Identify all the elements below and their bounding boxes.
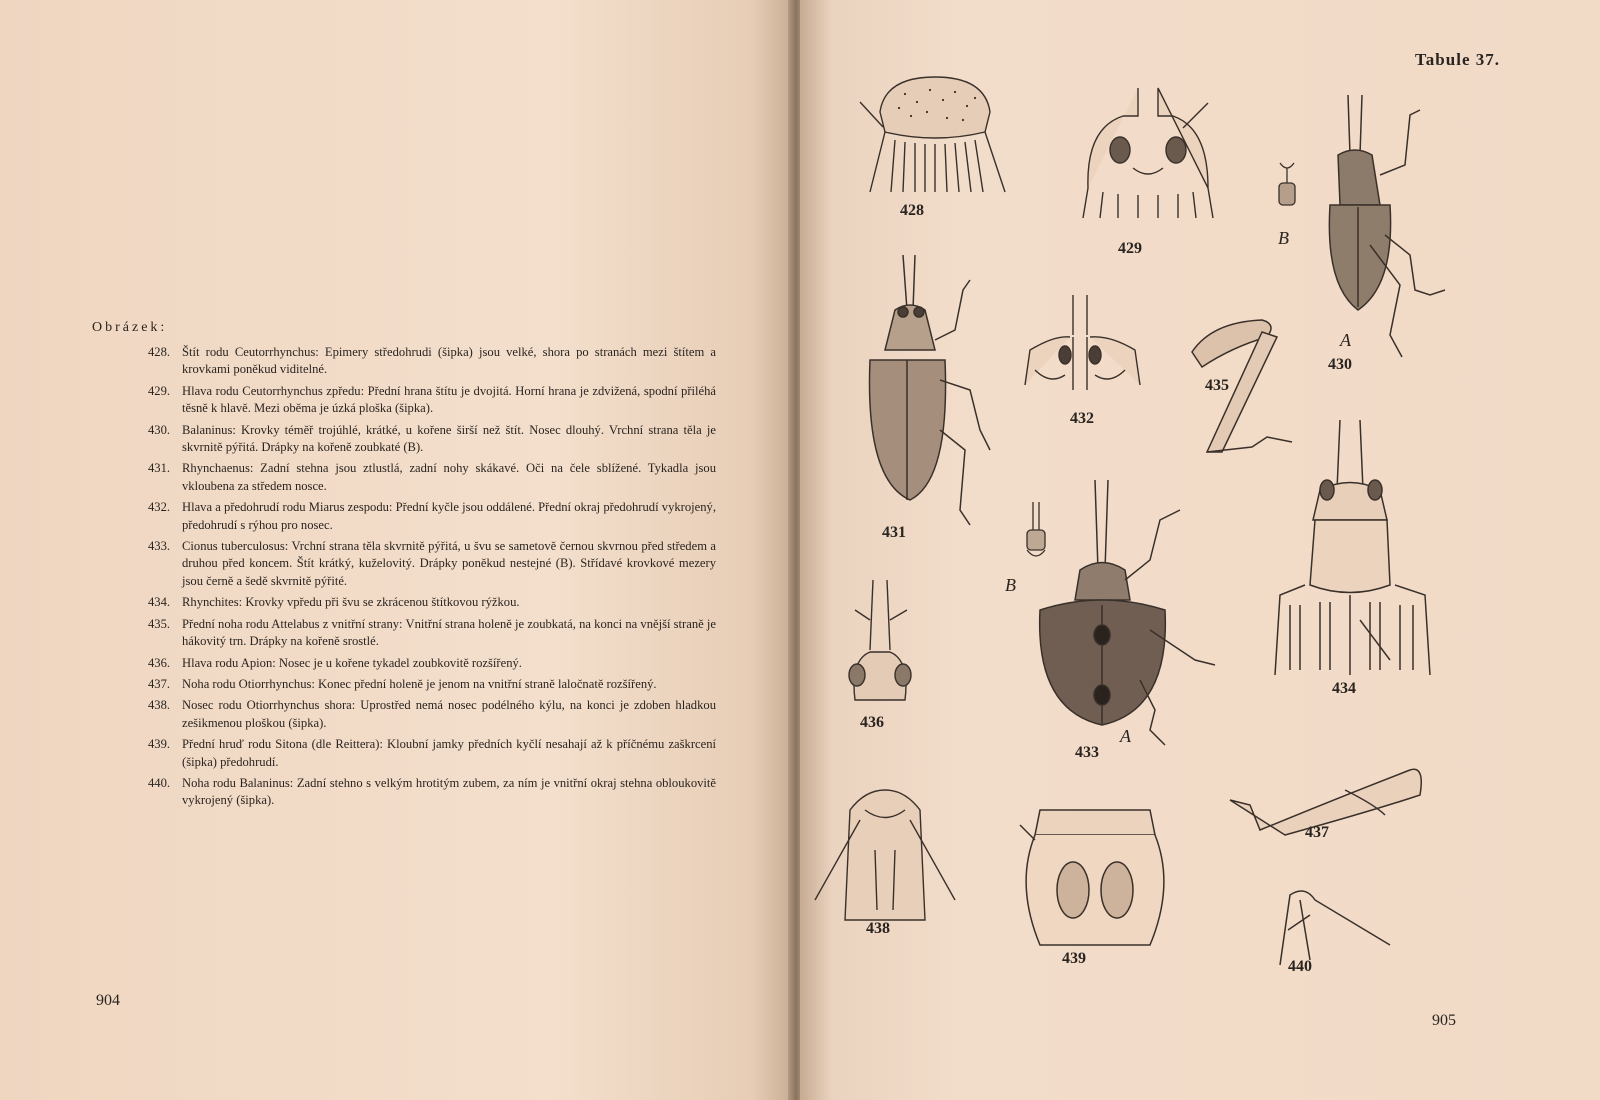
caption-text: Rhynchaenus: Zadní stehna jsou ztlustlá, zadní nohy skákavé. Oči na čele sblížené. Tykadla jsou vkloubena za středem nosce. <box>182 461 716 493</box>
caption-number: 438. <box>148 698 171 713</box>
caption-text: Přední hruď rodu Sitona (dle Reittera): Kloubní jamky předních kyčlí nesahají až k příčnému zaškrcení (šipka) předohrudí. <box>182 737 716 769</box>
plate-title: Tabule 37. <box>1415 50 1500 69</box>
page-number: 905 <box>1432 1012 1456 1029</box>
figure-440-balaninus-leg <box>1270 880 1400 970</box>
figure-432-miarus-head <box>1015 295 1145 395</box>
figure-430-claw-detail <box>1272 158 1302 218</box>
caption-heading: Obrázek: <box>92 320 168 335</box>
figure-letter-a-433: A <box>1120 726 1131 746</box>
caption-number: 433. <box>148 539 171 554</box>
caption-text: Noha rodu Otiorrhynchus: Konec přední holeně je jenom na vnitřní straně laločnatě rozšířený. <box>182 676 657 691</box>
figure-431-rhynchaenus <box>845 250 1005 530</box>
caption-text: Hlava rodu Ceutorrhynchus zpředu: Přední hrana štítu je dvojitá. Horní hrana je zdvižená, spodní přiléhá těsně k hlavě. Mezi oběma je úzká ploška (šipka). <box>182 383 716 416</box>
caption-item <box>148 697 716 732</box>
figure-label-430: 430 <box>1328 356 1352 373</box>
figure-label-431: 431 <box>882 524 906 541</box>
caption-text: Hlava a předohrudí rodu Miarus zespodu: Přední kyčle jsou oddálené. Přední okraj předohrudí vykrojený, předohrudí s rýhou pro nosec. <box>182 500 716 532</box>
caption-item <box>148 594 716 611</box>
caption-number: 440. <box>148 775 171 790</box>
figure-436-apion-head <box>835 580 925 720</box>
caption-text: Noha rodu Balaninus: Zadní stehno s velkým hrotitým zubem, za ním je vnitřní okraj stehna obloukovitě vykrojený (šipka). <box>182 775 716 808</box>
figure-433-claw-detail <box>1015 500 1055 580</box>
caption-item <box>148 775 716 810</box>
figure-label-435: 435 <box>1205 377 1229 394</box>
caption-text: Balaninus: Krovky téměř trojúhlé, krátké, u kořene širší než štít. Nosec dlouhý. Vrchní strana těla je skvrnitě pýřitá. Drápky na kořeně zoubkaté (B). <box>182 422 716 455</box>
caption-text: Přední noha rodu Attelabus z vnitřní strany: Vnitřní strana holeně je zoubkatá, na konci na vnější straně je hákovitý trn. Drápky na kořeně srostlé. <box>182 616 716 649</box>
figure-label-440: 440 <box>1288 958 1312 975</box>
caption-text: Štít rodu Ceutorrhynchus: Epimery středohrudi (šipka) jsou velké, shora po stranách mezi štítem a krovkami poněkud viditelné. <box>182 345 716 377</box>
caption-item <box>148 616 716 651</box>
caption-item <box>148 538 716 590</box>
figure-label-436: 436 <box>860 714 884 731</box>
figure-label-429: 429 <box>1118 240 1142 257</box>
figure-433-cionus <box>1030 480 1220 750</box>
caption-text: Rhynchites: Krovky vpředu při švu se zkrácenou štítkovou rýžkou. <box>182 595 520 610</box>
figure-439-sitona-prothorax <box>1015 805 1175 955</box>
caption-item <box>148 344 716 379</box>
caption-number: 432. <box>148 500 171 515</box>
caption-item <box>148 499 716 534</box>
caption-number: 439. <box>148 737 171 752</box>
page-number: 904 <box>96 992 120 1009</box>
figure-label-433: 433 <box>1075 744 1099 761</box>
caption-number: 430. <box>148 422 171 437</box>
caption-number: 431. <box>148 461 171 476</box>
figure-label-434: 434 <box>1332 680 1356 697</box>
caption-text: Nosec rodu Otiorrhynchus shora: Uprostřed nemá nosec podélného kýlu, na konci je zdoben hladkou zešikmenou ploškou (šipka). <box>182 698 716 730</box>
left-page <box>0 0 792 1100</box>
caption-item <box>148 460 716 495</box>
caption-number: 434. <box>148 595 171 610</box>
figure-428-pronotum <box>855 72 1015 202</box>
caption-item <box>148 383 716 418</box>
figure-429-head-front <box>1078 88 1218 228</box>
caption-item <box>148 676 716 693</box>
right-page <box>800 0 1600 1100</box>
figure-label-439: 439 <box>1062 950 1086 967</box>
caption-number: 437. <box>148 676 171 691</box>
caption-item <box>148 655 716 672</box>
figure-label-432: 432 <box>1070 410 1094 427</box>
caption-list <box>148 344 716 814</box>
caption-text: Hlava rodu Apion: Nosec je u kořene tykadel zoubkovitě rozšířený. <box>182 655 522 670</box>
caption-text: Cionus tuberculosus: Vrchní strana těla skvrnitě pýřitá, u švu se sametově černou skvrnou před středem a druhou před koncem. Štít krátký, kuželovitý. Drápky poněkud nestejné (B). Střídavé krovkové mezery jsou černě a šedě skvrnitě pýřité. <box>182 539 716 588</box>
figure-430-balaninus <box>1310 95 1450 365</box>
caption-number: 435. <box>148 616 171 631</box>
figure-label-437: 437 <box>1305 824 1329 841</box>
caption-number: 429. <box>148 383 171 398</box>
figure-label-428: 428 <box>900 202 924 219</box>
figure-letter-b-430: B <box>1278 228 1289 248</box>
caption-number: 428. <box>148 345 171 359</box>
figure-434-rhynchites <box>1275 420 1435 680</box>
caption-item <box>148 422 716 457</box>
figure-438-otiorrhynchus-rostrum <box>805 790 965 930</box>
caption-number: 436. <box>148 655 171 670</box>
figure-label-438: 438 <box>866 920 890 937</box>
figure-letter-b-433: B <box>1005 575 1016 595</box>
figure-letter-a-430: A <box>1340 330 1351 350</box>
caption-item <box>148 736 716 771</box>
